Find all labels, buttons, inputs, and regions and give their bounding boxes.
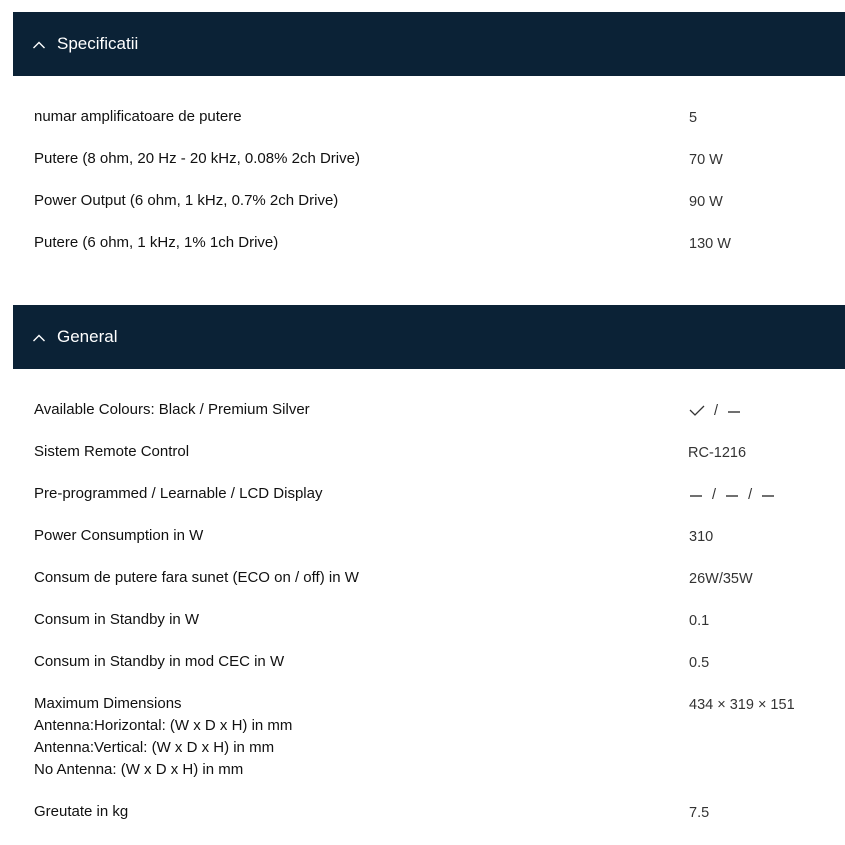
spec-value: 0.5: [689, 655, 710, 671]
dash-icon: [757, 487, 775, 503]
spec-label: Maximum Dimensions Antenna:Horizontal: (W x D x H) in mm Antenna:Vertical: (W x D x H) in mm No Antenna: (W x D x H) in mm: [34, 695, 293, 778]
spec-label: Greutate in kg: [34, 803, 129, 820]
spec-label: Power Consumption in W: [34, 527, 204, 544]
spec-value: 130 W: [689, 236, 731, 252]
spec-label: Putere (8 ohm, 20 Hz - 20 kHz, 0.08% 2ch Drive): [34, 150, 360, 167]
spec-label: Available Colours: Black / Premium Silver: [34, 401, 310, 418]
spec-label: Pre-programmed / Learnable / LCD Display: [34, 485, 323, 502]
spec-value-icons: [689, 484, 775, 506]
spec-value-icons: [689, 400, 741, 422]
spec-value: 5: [689, 110, 698, 126]
value-separator: /: [714, 403, 719, 419]
dash-icon: [721, 487, 743, 503]
spec-value: 7.5: [689, 805, 710, 821]
spec-label: Putere (6 ohm, 1 kHz, 1% 1ch Drive): [34, 234, 279, 251]
value-separator: /: [712, 487, 717, 503]
dash-icon: [689, 487, 707, 503]
section-header-general[interactable]: [13, 305, 845, 369]
value-separator: /: [748, 487, 753, 503]
spec-value: 70 W: [689, 152, 723, 168]
section-title: Specificatii: [57, 34, 139, 53]
spec-value: 90 W: [689, 194, 723, 210]
spec-value: 434 × 319 × 151: [689, 697, 795, 713]
dash-icon: [723, 403, 741, 419]
spec-label: Sistem Remote Control: [34, 443, 190, 460]
section-header-specificatii[interactable]: [13, 12, 845, 76]
chevron-up-icon: [32, 38, 46, 52]
check-icon: [689, 403, 709, 419]
section-title: General: [57, 327, 118, 346]
spec-label: Consum in Standby in mod CEC in W: [34, 653, 285, 670]
chevron-up-icon: [32, 331, 46, 345]
spec-label: Power Output (6 ohm, 1 kHz, 0.7% 2ch Drive): [34, 192, 339, 209]
spec-label: numar amplificatoare de putere: [34, 108, 242, 125]
spec-label: Consum de putere fara sunet (ECO on / off) in W: [34, 569, 359, 586]
spec-value: 26W/35W: [689, 571, 753, 587]
spec-value: 310: [689, 529, 714, 545]
spec-value: 0.1: [689, 613, 710, 629]
spec-label: Consum in Standby in W: [34, 611, 200, 628]
spec-value: RC-1216: [688, 445, 747, 461]
